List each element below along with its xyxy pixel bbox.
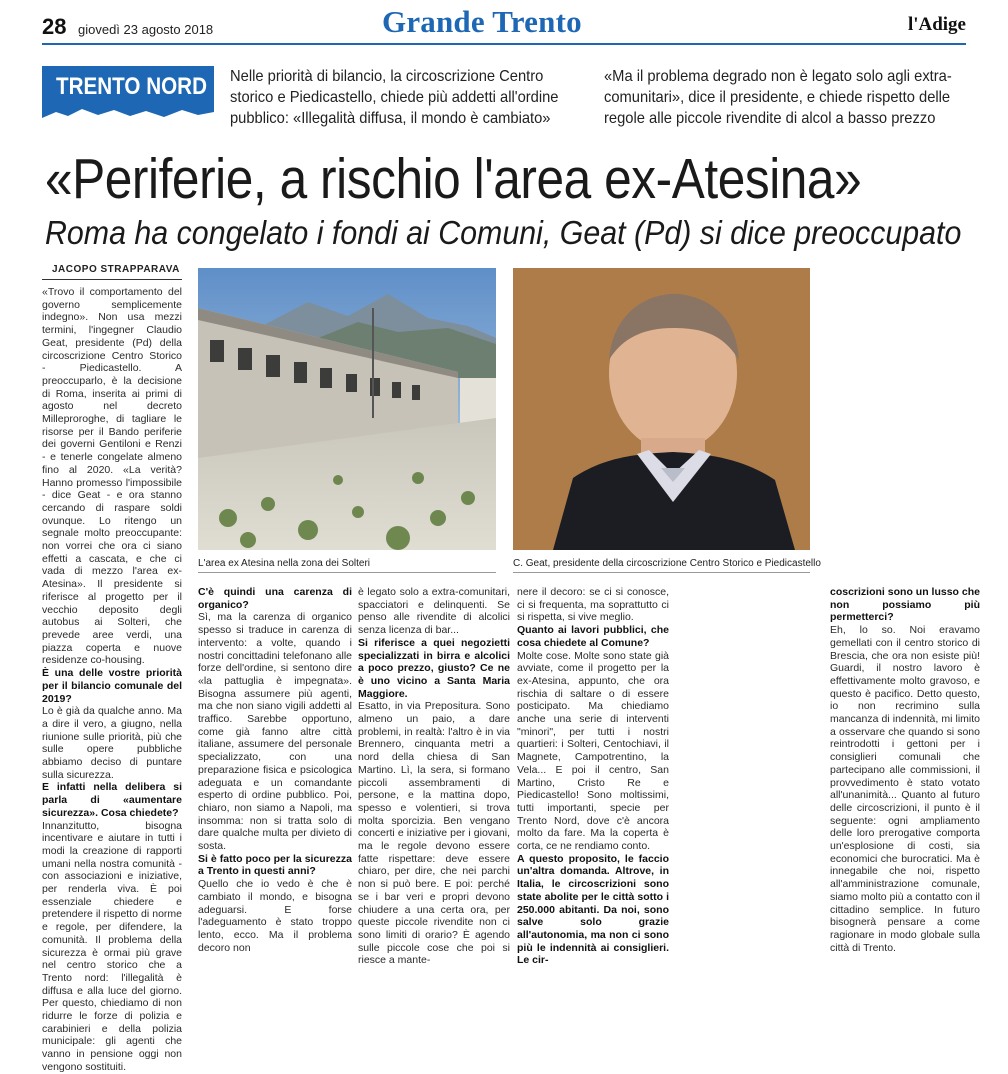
headline: «Periferie, a rischio l'area ex-Atesina»: [45, 147, 862, 211]
paragraph: Molte cose. Molte sono state già avviate, come il progetto per la ex-Atesina, appunto, che ora rischia di saltare o di essere posticipato. Ma chiediamo anche una serie di interventi "minori", per tutti i nostri quartieri: i Solteri, Centochiavi, il Magnete, Campotrentino, la Vela... E poi il centro, San Martino, Cristo Re e Piedicastello! Sono moltissimi, tutti importanti, specie per Trento Nord, dove c'è ancora molto da fare. Ma la coperta è corta, ce ne rendiamo conto.: [517, 649, 669, 853]
page-date: giovedì 23 agosto 2018: [78, 22, 214, 37]
masthead: l'Adige: [907, 14, 966, 35]
interview-question: C'è quindi una carenza di organico?: [198, 586, 352, 611]
interview-question: Si riferisce a quei negozietti specializzati in birra e alcolici a poco prezzo, giusto? Ce ne è uno vicino a Santa Maria Maggiore.: [358, 636, 510, 700]
photo-ex-atesina: [198, 268, 496, 550]
kicker-right: «Ma il problema degrado non è legato solo agli extra-comunitari», dice il presidente, e chiede rispetto delle regole alle piccole rivendite di alcol a basso prezzo: [604, 68, 952, 127]
paragraph: Lo è già da qualche anno. Ma a dire il vero, a giugno, nella riunione sulle priorità, più che sulle opere pubbliche abbiamo deciso di puntare sulla sicurezza.: [42, 705, 182, 781]
caption-rule-right: [513, 572, 810, 573]
paragraph: è legato solo a extra-comunitari, spacciatori e delinquenti. Se penso alle rivendite di alcolici senza licenza di bar...: [358, 586, 510, 637]
photo-geat-portrait: [513, 268, 810, 550]
interview-question: Si è fatto poco per la sicurezza a Trento in questi anni?: [198, 852, 352, 878]
byline-rule: [42, 279, 182, 280]
paragraph: Innanzitutto, bisogna incentivare e aiutare in tutti i modi la creazione di rapporti umani nella nostra comunità - con associazioni e iniziative, per renderla viva. È poi essenziale chiedere e pretendere il rispetto di norme e regole, per difendere, la comunità. Il problema della sicurezza è ormai più grave nel centro storico che a Trento nord: l'illegalità è diffusa e alla luce del giorno. Per questo, chiediamo di non ridurre le forze di polizia e carabinieri e della polizia municipale: gli agenti che vanno in pensione oggi non vengono sostituiti.: [42, 819, 182, 1073]
article-column-5: [830, 586, 980, 954]
interview-question: Quanto ai lavori pubblici, che cosa chiedete al Comune?: [517, 624, 669, 649]
paragraph: Eh, lo so. Noi eravamo gemellati con il centro storico di Brescia, che ora non esiste più! Guardi, il nostro lavoro è effettivamente molto gravoso, e questo è pacifico. Detto questo, io non recrimino sulla mancanza di indennità, mi limito a osservare che quando si sono reintrodotti i gettoni per i consiglieri comunali che partecipano alle commissioni, il provvedimento è stato votato all'unanimità... Quanto al futuro delle circoscrizioni, il punto è il seguente: ogni ampliamento delle loro prerogative comporta un'esplosione di costi, sia economici che burocratici. Ma è innegabile che noi, rispetto all'amministrazione comunale, siamo molto più a contatto con il cittadino semplice. In futuro bisognerà pensare a come ragionare in modo globale sulla città di Trento.: [830, 624, 980, 954]
paragraph: Quello che io vedo è che è cambiato il mondo, e bisogna adeguarsi. E forse l'adeguamento è stato troppo lento, ecco. Ma il problema decoro non: [198, 878, 352, 954]
photo-caption-left: L'area ex Atesina nella zona dei Solteri: [198, 558, 371, 569]
section-tag: [42, 66, 214, 126]
interview-question: È una delle vostre priorità per il bilancio comunale del 2019?: [42, 667, 182, 705]
photo-caption-right: C. Geat, presidente della circoscrizione Centro Storico e Piedicastello: [513, 558, 821, 569]
header-rule: [42, 43, 966, 45]
page-number: 28: [42, 14, 67, 39]
skyline-icon: [42, 106, 214, 126]
article-column-4: [517, 586, 669, 967]
kicker-left: Nelle priorità di bilancio, la circoscrizione Centro storico e Piedicastello, chiede più addetti all'ordine pubblico: «Illegalità diffusa, il mondo è cambiato»: [230, 68, 559, 127]
paragraph: nere il decoro: se ci si conosce, ci si frequenta, ma soprattutto ci si rispetta, si vive meglio.: [517, 586, 669, 624]
paragraph: Esatto, in via Prepositura. Sono almeno un paio, a dare problemi, in realtà: l'altro è in via Brennero, cinquanta metri a nord della chiesa di San Martino. Lì, la sera, si formano piccoli assembramenti di persone, e la mattina dopo, spesso e volentieri, si trova molta sporcizia. Ben vengano concerti e iniziative per i giovani, ma le regole devono essere fatte rispettare: deve essere chiaro, per dire, che nei parchi non si può bere. E poi: perché se i bar veri e propri devono chiudere a una certa ora, per queste piccole rivendite non ci sono limiti di orario? È agendo sulle piccole cose che poi si riesce a mante-: [358, 700, 510, 967]
byline: JACOPO STRAPPARAVA: [52, 264, 180, 275]
article-column-2: [198, 586, 352, 954]
interview-question: A questo proposito, le faccio un'altra domanda. Altrove, in Italia, le circoscrizioni sono state abolite per le città sotto i 250.000 abitanti. Da noi, sono salve solo grazie all'autonomia, ma non ci sono più le indennità ai consiglieri. Le cir-: [517, 852, 669, 967]
interview-question: E infatti nella delibera si parla di «aumentare sicurezza». Cosa chiedete?: [42, 781, 182, 819]
section-title: Grande Trento: [382, 4, 582, 39]
subheadline: Roma ha congelato i fondi ai Comuni, Geat (Pd) si dice preoccupato: [45, 214, 962, 251]
caption-rule-left: [198, 572, 496, 573]
paragraph: «Trovo il comportamento del governo semplicemente indegno». Non usa mezzi termini, l'ingegner Claudio Geat, presidente (Pd) della circoscrizione Centro Storico - Piedicastello. A preoccuparlo, è la decisione di Roma, inserita ai primi di agosto nel decreto Milleproroghe, di tagliare le risorse per il Bando periferie dei governi Gentiloni e Renzi - e tenerle congelate almeno fino al 2020. «La verità? Hanno promesso l'impossibile - dice Geat - e ora stanno cercando di raspare soldi ovunque. Lo ritengo un segnale molto preoccupante: non vorrei che ora ci siano effetti a cascata, e che ci vada di mezzo l'area ex-Atesina». Il presidente si riferisce al progetto per il vecchio deposito degli autobus ai Solteri, che prevede aree verdi, una piazza coperta e nuove residenze co-housing.: [42, 286, 182, 667]
interview-question: coscrizioni sono un lusso che non possiamo più permetterci?: [830, 586, 980, 624]
article-column-1: [42, 286, 182, 1073]
section-tag-label: TRENTO NORD: [56, 73, 207, 100]
article-column-3: [358, 586, 510, 967]
paragraph: Sì, ma la carenza di organico spesso si traduce in carenza di intervento: a volte, quando i nostri concittadini telefonano alle forze dell'ordine, si sentono dire «la pattuglia è impegnata». Bisogna assumere più agenti, ma che non siano vigili addetti al traffico. Sarebbe opportuno, come già fanno altre città italiane, assumere del personale specializzato, con una preparazione fisica e psicologica adeguata e un comandante esperto di ordine pubblico. Poi, chiaro, non siamo a Napoli, ma insomma: non si tratta solo di dare qualche multa per divieto di sosta.: [198, 611, 352, 853]
